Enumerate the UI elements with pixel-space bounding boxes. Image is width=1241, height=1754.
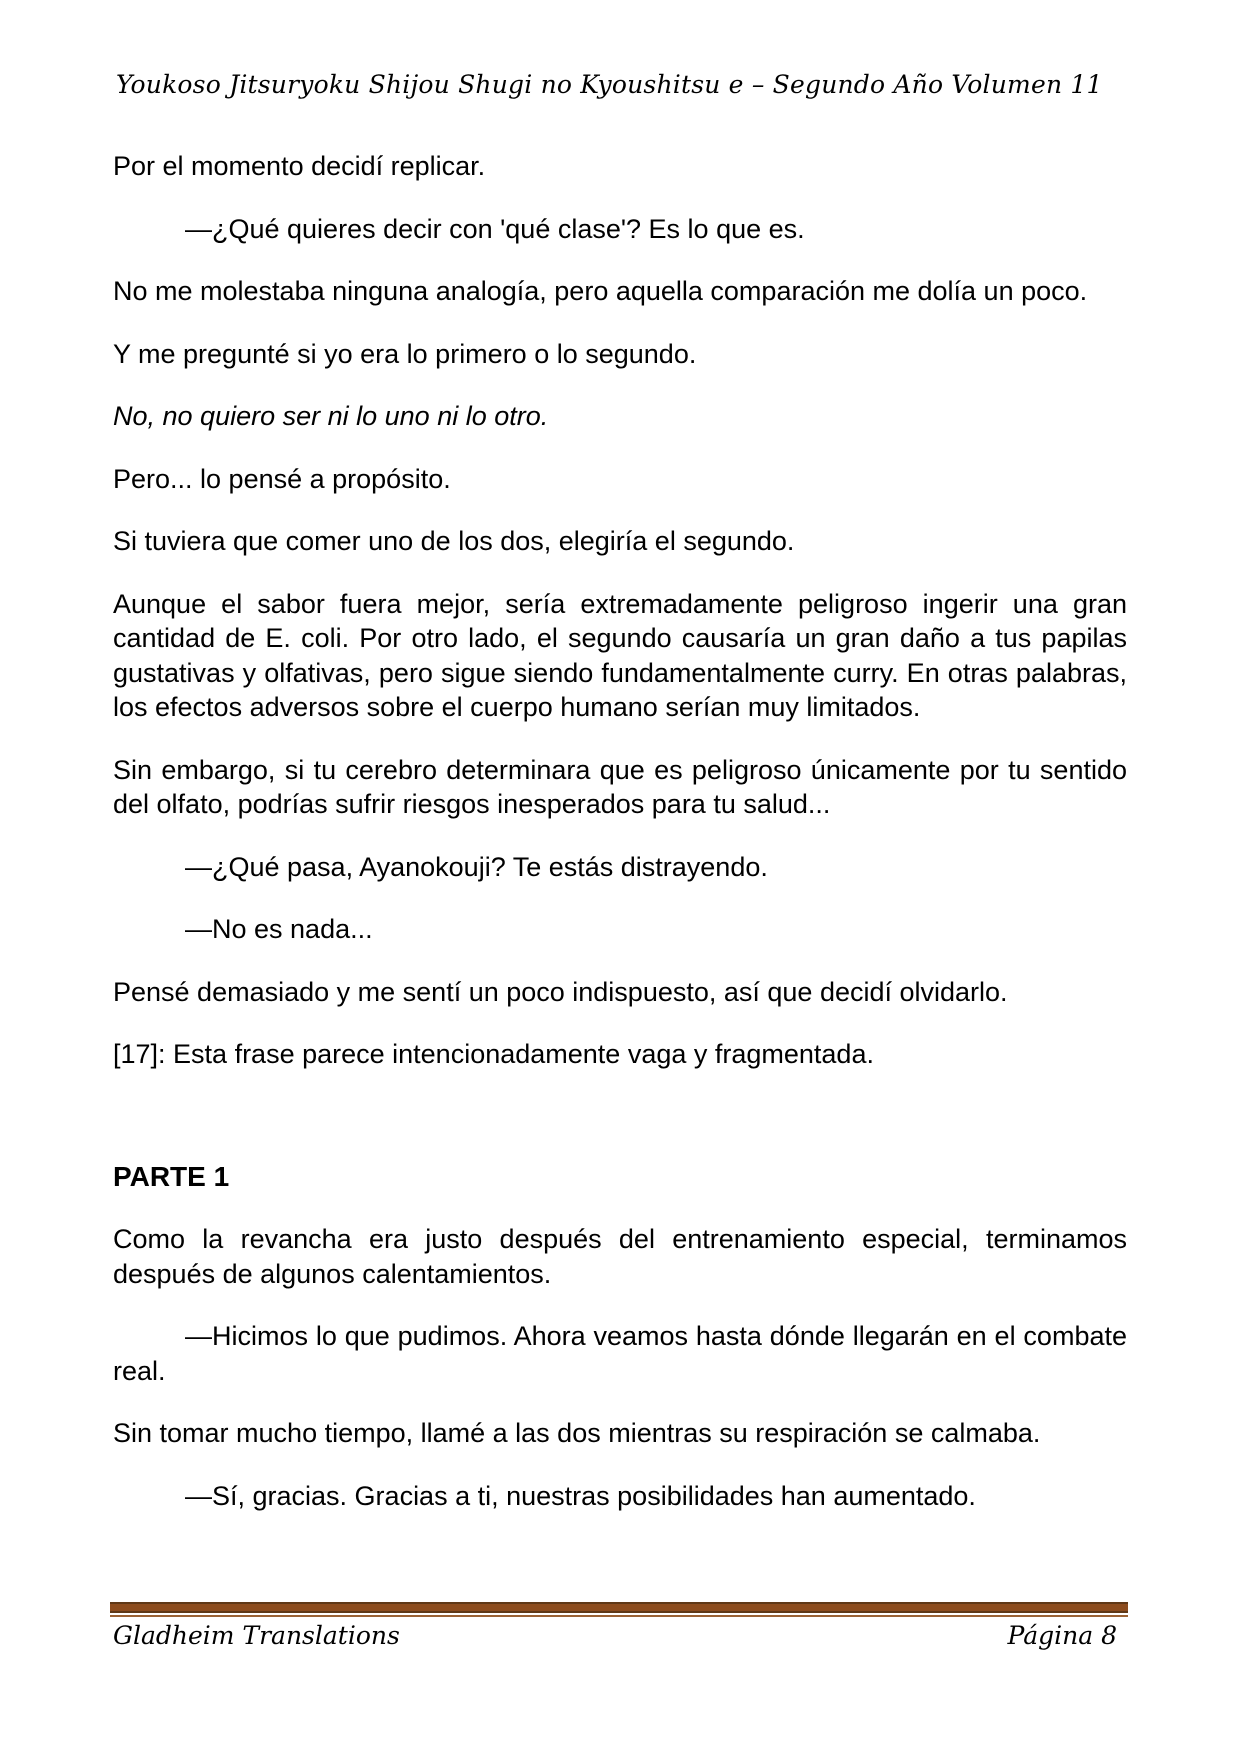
page-footer	[113, 1621, 1117, 1651]
footer-page-number: Página 8	[1007, 1621, 1117, 1650]
paragraph: Aunque el sabor fuera mejor, sería extremadamente peligroso ingerir una gran cantidad de E. coli. Por otro lado, el segundo causaría un gran daño a tus papilas gustativas y olfativas, pero sigue siendo fundamentalmente curry. En otras palabras, los efectos adversos sobre el cuerpo humano serían muy limitados.	[113, 588, 1127, 722]
inner-thought-line: No, no quiero ser ni lo uno ni lo otro.	[113, 401, 549, 431]
footer-rule-thin-line	[110, 1615, 1128, 1617]
paragraph: Por el momento decidí replicar.	[113, 151, 486, 181]
paragraph: Pero... lo pensé a propósito.	[113, 463, 451, 494]
body-text	[113, 149, 1127, 1541]
dialog-line: —¿Qué quieres decir con 'qué clase'? Es lo que es.	[185, 213, 805, 244]
footer-rule	[110, 1602, 1128, 1617]
footer-translator-credit: Gladheim Translations	[113, 1621, 400, 1650]
paragraph: Pensé demasiado y me sentí un poco indispuesto, así que decidí olvidarlo.	[113, 976, 1008, 1007]
dialog-line: —¿Qué pasa, Ayanokouji? Te estás distrayendo.	[185, 851, 768, 882]
paragraph: Y me pregunté si yo era lo primero o lo segundo.	[113, 338, 697, 369]
paragraph: Si tuviera que comer uno de los dos, elegiría el segundo.	[113, 526, 795, 556]
section-heading: PARTE 1	[113, 1160, 230, 1192]
page-header-title: Youkoso Jitsuryoku Shijou Shugi no Kyoushitsu e – Segundo Año Volumen 11	[116, 70, 1103, 99]
footnote-line: [17]: Esta frase parece intencionadamente vaga y fragmentada.	[113, 1039, 874, 1069]
footer-rule-thick-bar	[110, 1602, 1128, 1613]
dialog-line: —No es nada...	[185, 914, 373, 944]
paragraph: Sin tomar mucho tiempo, llamé a las dos mientras su respiración se calmaba.	[113, 1418, 1041, 1448]
paragraph: Sin embargo, si tu cerebro determinara que es peligroso únicamente por tu sentido del olfato, podrías sufrir riesgos inesperados para tu salud...	[113, 754, 1127, 819]
dialog-line: —Hicimos lo que pudimos. Ahora veamos hasta dónde llegarán en el combate real.	[113, 1321, 1127, 1386]
paragraph: No me molestaba ninguna analogía, pero aquella comparación me dolía un poco.	[113, 276, 1088, 306]
dialog-line: —Sí, gracias. Gracias a ti, nuestras posibilidades han aumentado.	[185, 1480, 976, 1511]
paragraph: Como la revancha era justo después del entrenamiento especial, terminamos después de algunos calentamientos.	[113, 1224, 1127, 1289]
